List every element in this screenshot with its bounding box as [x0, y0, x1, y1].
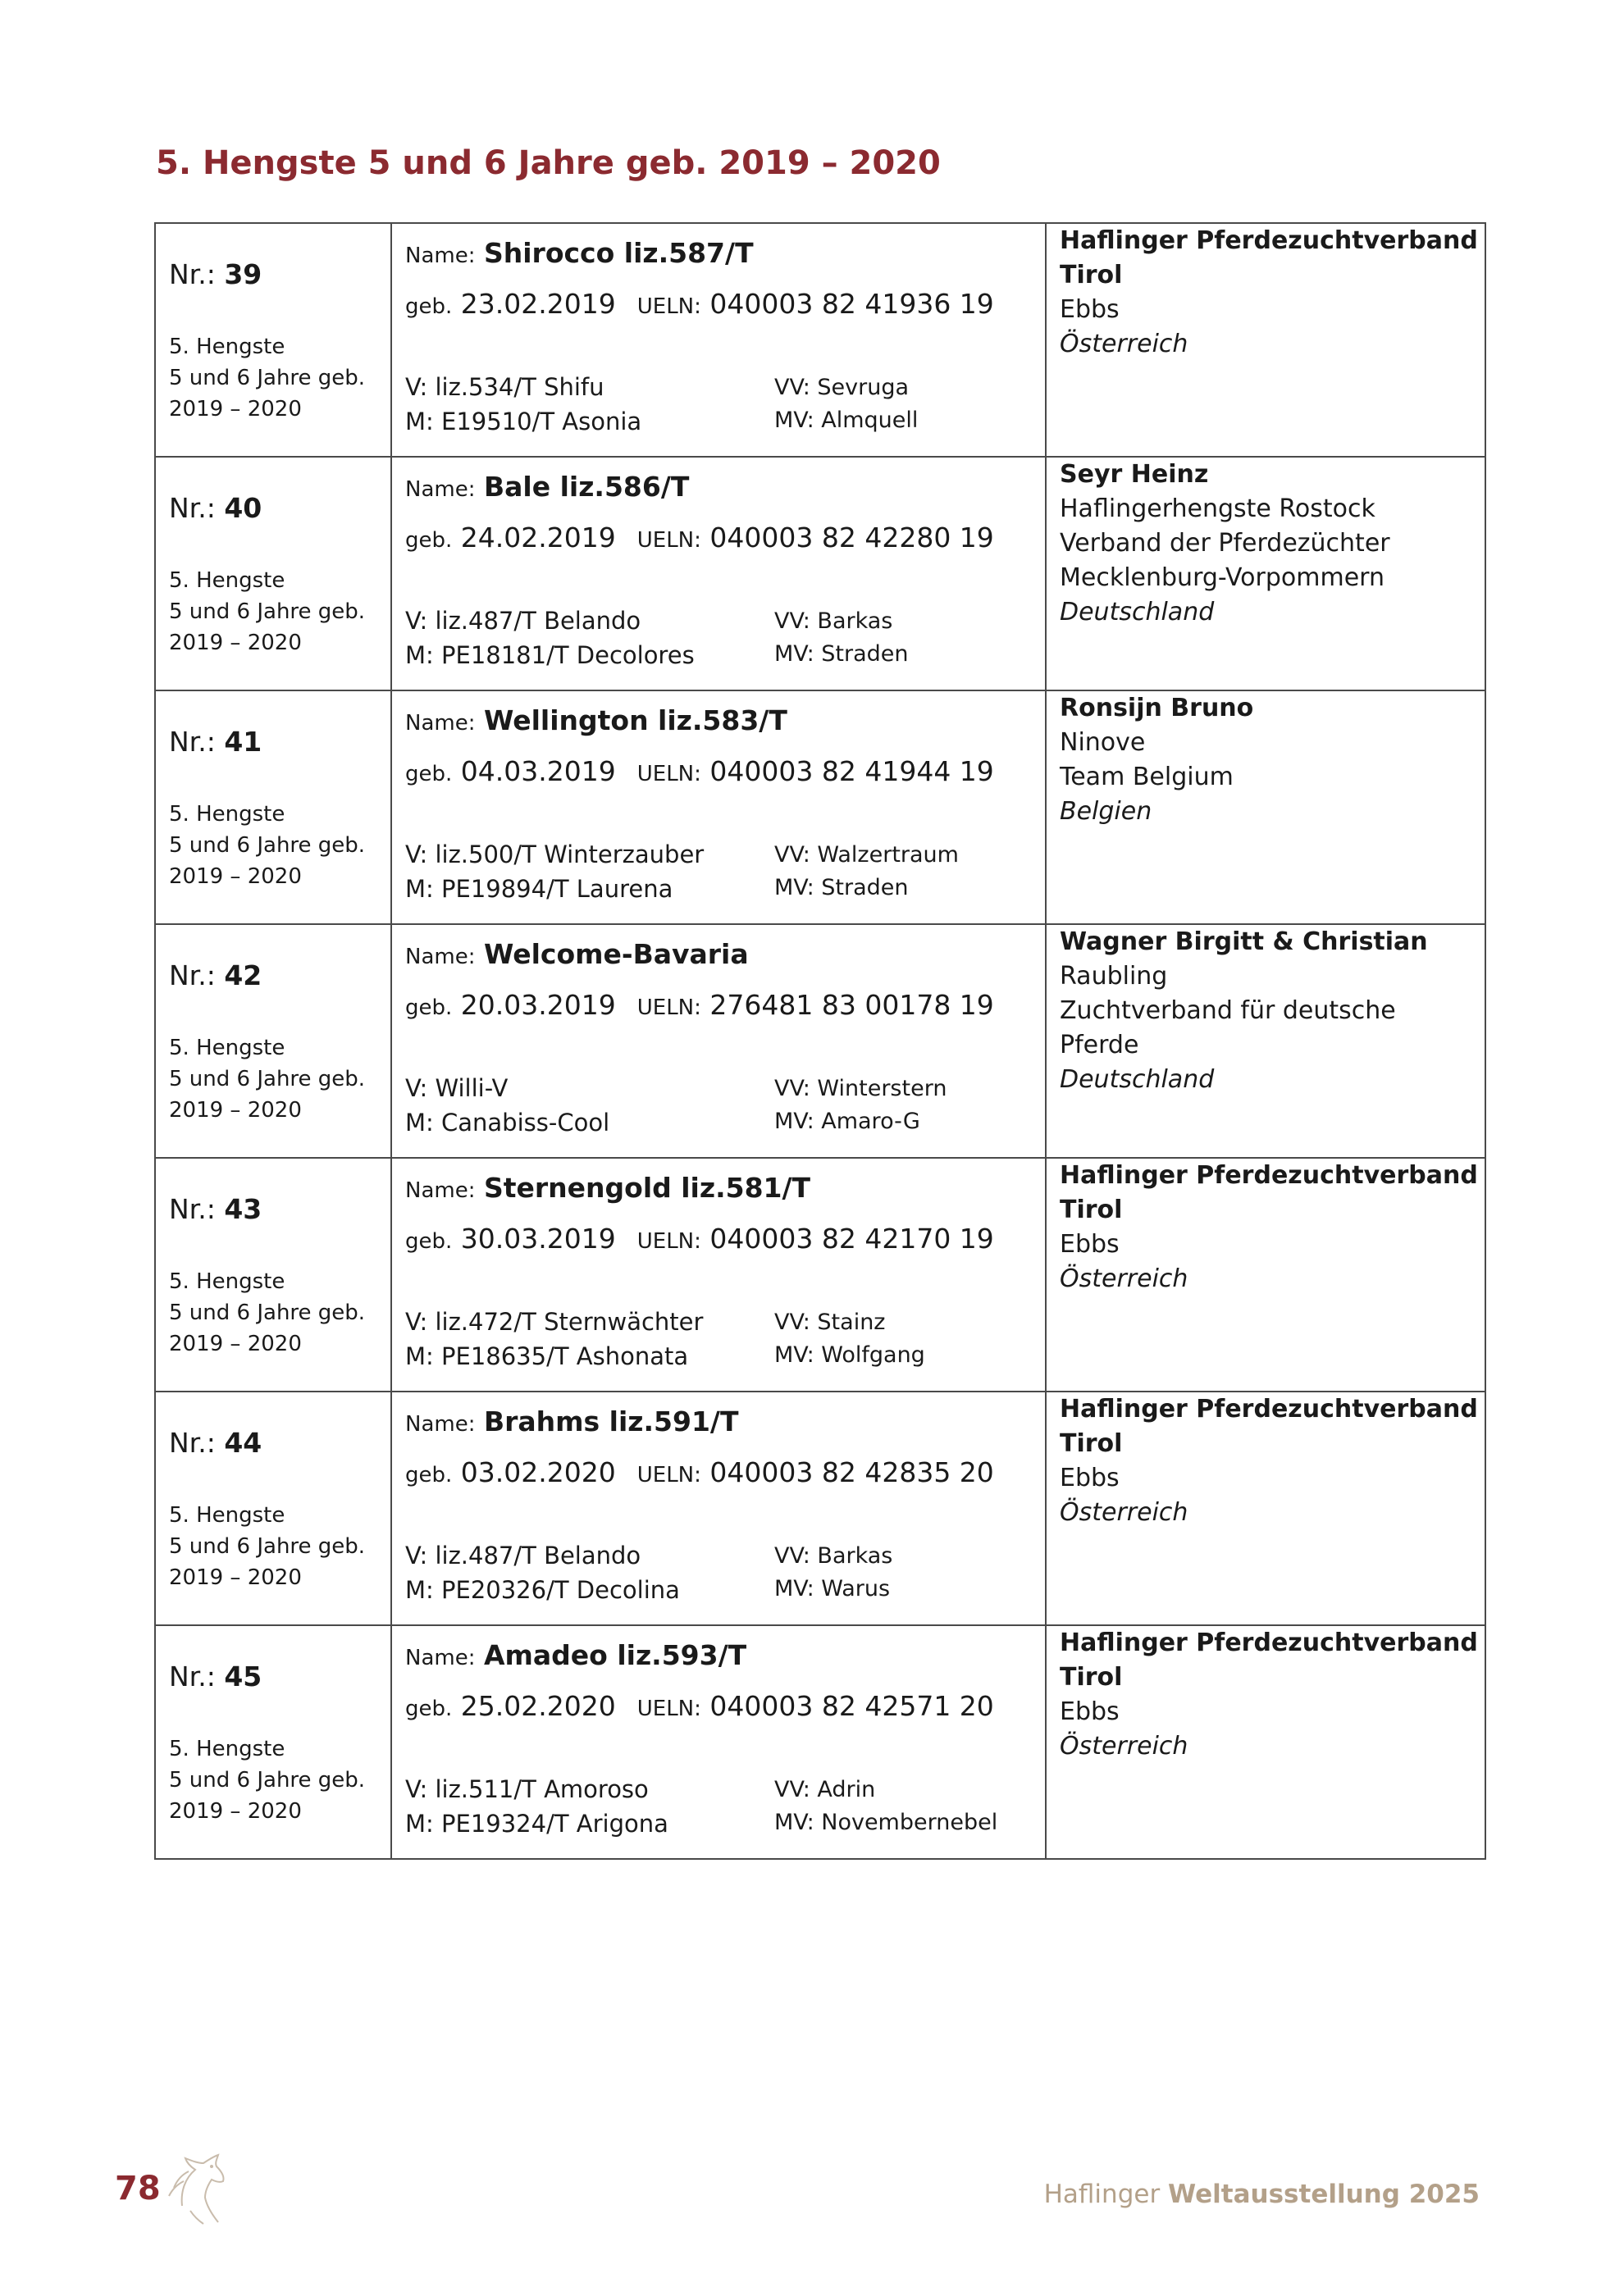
owner-name: Tirol [1060, 1429, 1123, 1458]
nr-value: 39 [224, 258, 262, 290]
owner-line: Team Belgium [1060, 763, 1234, 791]
birth-date: 24.02.2019 [460, 522, 616, 554]
sire-of-sire: VV: Adrin [774, 1777, 876, 1802]
sire-of-dam: MV: Straden [774, 641, 909, 667]
nr-value: 40 [224, 492, 262, 524]
nr-label: Nr.: [169, 959, 216, 991]
nr-label: Nr.: [169, 1660, 216, 1692]
footer-brand [1044, 2180, 1480, 2209]
owner-name: Seyr Heinz [1060, 460, 1209, 489]
dam: M: Canabiss-Cool [405, 1109, 610, 1137]
owner-line: Ebbs [1060, 1697, 1120, 1726]
parents [405, 837, 704, 906]
owner-line: Ninove [1060, 728, 1146, 757]
horse-name: Welcome-Bavaria [483, 938, 749, 970]
grandparents [774, 1540, 892, 1606]
table-row [155, 457, 1485, 690]
entry-number-cell [155, 223, 391, 457]
table-row [155, 690, 1485, 924]
ueln-label: UELN: [636, 762, 701, 786]
dam: M: PE18635/T Ashonata [405, 1342, 689, 1370]
owner-name: Haflinger Pferdezuchtverband [1060, 1395, 1478, 1424]
nr-label: Nr.: [169, 492, 216, 524]
owner-country: Deutschland [1060, 1065, 1215, 1094]
name-label: Name: [405, 711, 476, 736]
footer-brand-bold: Weltausstellung 2025 [1168, 2180, 1480, 2209]
birth-date: 20.03.2019 [460, 989, 616, 1021]
category-line: 5. Hengste [169, 802, 285, 827]
entry-number-cell [155, 1392, 391, 1625]
nr-value: 44 [224, 1427, 262, 1459]
nr-value: 41 [224, 726, 262, 758]
owner-block [1060, 458, 1390, 630]
owner-cell [1046, 1158, 1485, 1392]
owner-country: Österreich [1060, 1498, 1188, 1527]
owner-block [1060, 224, 1478, 362]
horse-name-line [405, 704, 787, 736]
owner-cell [1046, 924, 1485, 1158]
sire: V: liz.534/T Shifu [405, 373, 604, 401]
table-row [155, 1158, 1485, 1392]
birth-line [405, 1690, 994, 1722]
horse-info-cell [391, 457, 1046, 690]
owner-name: Tirol [1060, 261, 1123, 289]
dam: M: PE19894/T Laurena [405, 875, 673, 903]
owner-name: Haflinger Pferdezuchtverband [1060, 1161, 1478, 1190]
sire-of-dam: MV: Warus [774, 1576, 891, 1601]
horse-info-cell [391, 924, 1046, 1158]
category [169, 331, 365, 425]
owner-name: Wagner Birgitt & Christian [1060, 927, 1428, 956]
table-row [155, 223, 1485, 457]
parents [405, 1305, 703, 1374]
category [169, 1500, 365, 1593]
owner-line: Haflingerhengste Rostock [1060, 494, 1375, 523]
birth-line [405, 755, 994, 787]
owner-line: Zuchtverband für deutsche [1060, 996, 1396, 1025]
ueln-label: UELN: [636, 1229, 701, 1254]
ueln-label: UELN: [636, 995, 701, 1020]
owner-block [1060, 1392, 1478, 1530]
entry-number [169, 959, 262, 991]
name-label: Name: [405, 945, 476, 969]
entry-number [169, 1193, 262, 1225]
owner-line: Ebbs [1060, 1230, 1120, 1259]
grandparents [774, 371, 918, 437]
nr-value: 42 [224, 959, 262, 991]
sire-of-sire: VV: Walzertraum [774, 842, 959, 868]
geb-label: geb. [405, 1697, 453, 1721]
horse-info-cell [391, 690, 1046, 924]
parents [405, 1772, 668, 1841]
nr-value: 45 [224, 1660, 262, 1692]
category-line: 5. Hengste [169, 1036, 285, 1060]
nr-label: Nr.: [169, 1427, 216, 1459]
entry-number [169, 1427, 262, 1459]
category-line: 2019 – 2020 [169, 1799, 302, 1824]
category-line: 2019 – 2020 [169, 1098, 302, 1123]
ueln-label: UELN: [636, 1697, 701, 1721]
horse-name-line [405, 471, 689, 503]
birth-line [405, 288, 994, 320]
stallion-table [154, 222, 1486, 1860]
sire-of-dam: MV: Straden [774, 875, 909, 900]
grandparents [774, 1073, 947, 1138]
owner-line: Raubling [1060, 962, 1168, 991]
entry-number-cell [155, 690, 391, 924]
parents [405, 1071, 609, 1140]
sire: V: liz.487/T Belando [405, 607, 641, 635]
horse-name: Wellington liz.583/T [483, 704, 787, 736]
owner-country: Deutschland [1060, 598, 1215, 626]
ueln-value: 040003 82 41936 19 [709, 288, 994, 320]
owner-country: Österreich [1060, 1264, 1188, 1293]
sire-of-sire: VV: Barkas [774, 608, 893, 634]
category-line: 5 und 6 Jahre geb. [169, 833, 366, 858]
category-line: 5. Hengste [169, 1737, 285, 1761]
entry-number [169, 492, 262, 524]
horse-head-icon [157, 2142, 233, 2227]
name-label: Name: [405, 1412, 476, 1437]
sire-of-sire: VV: Sevruga [774, 375, 910, 400]
entry-number-cell [155, 1625, 391, 1859]
grandparents [774, 605, 908, 671]
geb-label: geb. [405, 294, 453, 319]
ueln-value: 276481 83 00178 19 [709, 989, 994, 1021]
owner-line: Verband der Pferdezüchter [1060, 529, 1390, 558]
owner-block [1060, 1159, 1478, 1296]
owner-cell [1046, 1625, 1485, 1859]
nr-label: Nr.: [169, 258, 216, 290]
category-line: 5 und 6 Jahre geb. [169, 1301, 366, 1325]
horse-info-cell [391, 1625, 1046, 1859]
name-label: Name: [405, 1646, 476, 1670]
owner-name: Tirol [1060, 1663, 1123, 1692]
sire-of-sire: VV: Winterstern [774, 1076, 947, 1101]
grandparents [774, 839, 959, 904]
owner-block [1060, 1626, 1478, 1764]
owner-name: Ronsijn Bruno [1060, 694, 1254, 722]
category-line: 5. Hengste [169, 568, 285, 593]
ueln-label: UELN: [636, 1463, 701, 1487]
category-line: 5 und 6 Jahre geb. [169, 1534, 366, 1559]
name-label: Name: [405, 1178, 476, 1203]
horse-info-cell [391, 1392, 1046, 1625]
name-label: Name: [405, 477, 476, 502]
dam: M: E19510/T Asonia [405, 408, 642, 435]
ueln-value: 040003 82 42571 20 [709, 1690, 994, 1722]
sire: V: liz.472/T Sternwächter [405, 1308, 704, 1336]
ueln-label: UELN: [636, 528, 701, 553]
horse-name: Brahms liz.591/T [483, 1405, 739, 1437]
entry-number-cell [155, 924, 391, 1158]
owner-name: Haflinger Pferdezuchtverband [1060, 1629, 1478, 1657]
ueln-value: 040003 82 42170 19 [709, 1223, 994, 1255]
footer-brand-light: Haflinger [1043, 2180, 1161, 2209]
grandparents [774, 1306, 925, 1372]
geb-label: geb. [405, 995, 453, 1020]
entry-number [169, 726, 262, 758]
category-line: 5 und 6 Jahre geb. [169, 1768, 366, 1793]
birth-line [405, 989, 994, 1021]
category-line: 2019 – 2020 [169, 397, 302, 421]
category [169, 799, 365, 892]
grandparents [774, 1774, 997, 1839]
birth-date: 03.02.2020 [460, 1456, 616, 1488]
owner-block [1060, 691, 1253, 829]
horse-name: Shirocco liz.587/T [483, 237, 754, 269]
birth-line [405, 522, 994, 554]
category-line: 5. Hengste [169, 1503, 285, 1528]
dam: M: PE18181/T Decolores [405, 641, 695, 669]
horse-info-cell [391, 223, 1046, 457]
sire-of-dam: MV: Wolfgang [774, 1342, 925, 1368]
horse-name: Amadeo liz.593/T [483, 1639, 747, 1671]
owner-name: Tirol [1060, 1196, 1123, 1224]
geb-label: geb. [405, 528, 453, 553]
category-line: 5 und 6 Jahre geb. [169, 599, 366, 624]
owner-line: Mecklenburg-Vorpommern [1060, 563, 1385, 592]
birth-line [405, 1456, 994, 1488]
owner-country: Österreich [1060, 330, 1188, 358]
owner-line: Pferde [1060, 1031, 1139, 1059]
owner-cell [1046, 1392, 1485, 1625]
category-line: 5 und 6 Jahre geb. [169, 1067, 366, 1091]
ueln-label: UELN: [636, 294, 701, 319]
category-line: 2019 – 2020 [169, 1565, 302, 1590]
category [169, 1733, 365, 1827]
horse-name: Bale liz.586/T [483, 471, 690, 503]
sire-of-sire: VV: Barkas [774, 1543, 893, 1569]
owner-name: Haflinger Pferdezuchtverband [1060, 226, 1478, 255]
birth-date: 25.02.2020 [460, 1690, 616, 1722]
table-row [155, 924, 1485, 1158]
category-line: 2019 – 2020 [169, 864, 302, 889]
dam: M: PE19324/T Arigona [405, 1810, 668, 1838]
nr-value: 43 [224, 1193, 262, 1225]
horse-name-line [405, 1405, 739, 1437]
parents [405, 604, 695, 672]
owner-cell [1046, 457, 1485, 690]
geb-label: geb. [405, 1463, 453, 1487]
horse-name: Sternengold liz.581/T [483, 1172, 811, 1204]
nr-label: Nr.: [169, 1193, 216, 1225]
category-line: 2019 – 2020 [169, 1332, 302, 1356]
birth-date: 04.03.2019 [460, 755, 616, 787]
page-number: 78 [115, 2170, 161, 2207]
category [169, 1266, 365, 1360]
name-label: Name: [405, 244, 476, 268]
birth-date: 30.03.2019 [460, 1223, 616, 1255]
owner-line: Ebbs [1060, 295, 1120, 324]
birth-date: 23.02.2019 [460, 288, 616, 320]
sire: V: liz.487/T Belando [405, 1542, 641, 1569]
geb-label: geb. [405, 1229, 453, 1254]
ueln-value: 040003 82 42835 20 [709, 1456, 994, 1488]
sire-of-sire: VV: Stainz [774, 1310, 886, 1335]
parents [405, 370, 641, 439]
owner-block [1060, 925, 1428, 1097]
entry-number [169, 258, 262, 290]
category-line: 5. Hengste [169, 335, 285, 359]
dam: M: PE20326/T Decolina [405, 1576, 680, 1604]
sire-of-dam: MV: Almquell [774, 408, 919, 433]
category-line: 5 und 6 Jahre geb. [169, 366, 366, 390]
sire: V: liz.511/T Amoroso [405, 1775, 649, 1803]
owner-cell [1046, 690, 1485, 924]
birth-line [405, 1223, 994, 1255]
ueln-value: 040003 82 41944 19 [709, 755, 994, 787]
owner-country: Österreich [1060, 1732, 1188, 1761]
horse-name-line [405, 237, 754, 269]
category [169, 1032, 365, 1126]
entry-number-cell [155, 1158, 391, 1392]
sire: V: liz.500/T Winterzauber [405, 840, 705, 868]
page-title: 5. Hengste 5 und 6 Jahre geb. 2019 – 2020 [156, 144, 941, 182]
owner-cell [1046, 223, 1485, 457]
entry-number [169, 1660, 262, 1692]
ueln-value: 040003 82 42280 19 [709, 522, 994, 554]
table-row [155, 1392, 1485, 1625]
category-line: 2019 – 2020 [169, 631, 302, 655]
sire: V: Willi-V [405, 1074, 509, 1102]
horse-name-line [405, 1172, 810, 1204]
category-line: 5. Hengste [169, 1269, 285, 1294]
owner-line: Ebbs [1060, 1464, 1120, 1492]
horse-name-line [405, 1639, 746, 1671]
table-row [155, 1625, 1485, 1859]
sire-of-dam: MV: Amaro-G [774, 1109, 920, 1134]
category [169, 565, 365, 658]
owner-country: Belgien [1060, 797, 1152, 826]
geb-label: geb. [405, 762, 453, 786]
horse-name-line [405, 938, 749, 970]
sire-of-dam: MV: Novembernebel [774, 1810, 998, 1835]
nr-label: Nr.: [169, 726, 216, 758]
entry-number-cell [155, 457, 391, 690]
parents [405, 1538, 680, 1607]
horse-info-cell [391, 1158, 1046, 1392]
